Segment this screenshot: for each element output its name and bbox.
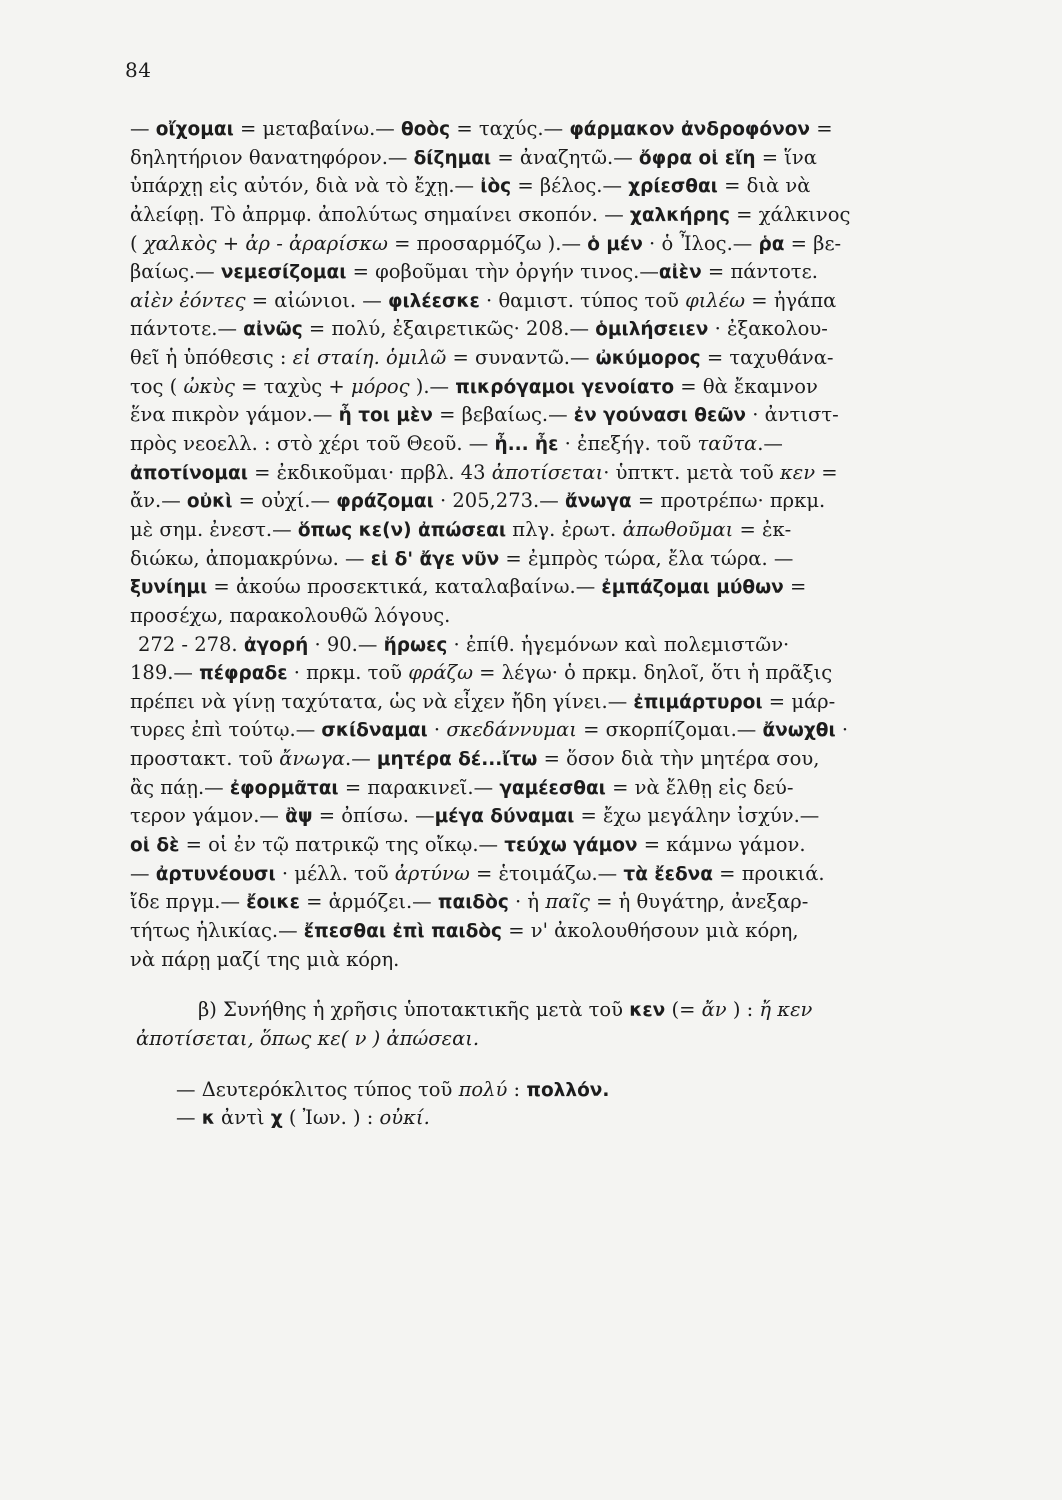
text-line (130, 831, 1010, 860)
text-body (130, 115, 1010, 1133)
headword: ὁμιλήσειεν (595, 319, 709, 341)
italic-term: εἰ σταίη. ὁμιλῶ (292, 346, 447, 370)
headword: ὅπως κε(ν) ἀπώσεαι (297, 519, 507, 541)
text-segment: προστακτ. τοῦ (130, 747, 280, 771)
headword: μητέρα δέ...ἴτω (376, 749, 538, 771)
italic-term: ἀποτίσεται, ὅπως κε( ν ) ἀπώσεαι. (136, 1026, 480, 1050)
text-segment: = ἐκδικοῦμαι· πρβλ. 43 (247, 460, 492, 484)
text-line (130, 802, 1010, 831)
text-line (130, 172, 1010, 201)
headword: κεν (629, 1000, 666, 1022)
text-segment: = ὀπίσω. — (312, 804, 435, 828)
headword: πολλόν. (526, 1079, 610, 1101)
text-line (130, 144, 1010, 173)
headword: ἐφορμᾶται (229, 777, 339, 799)
headword: ἦ τοι μὲν (338, 405, 433, 427)
text-segment: — (176, 1106, 202, 1130)
headword: κ (201, 1108, 215, 1130)
text-segment: .— (757, 432, 783, 456)
spacer (130, 974, 1010, 996)
text-line (130, 888, 1010, 917)
text-line (130, 1025, 1010, 1054)
italic-term: ἀποτίσεται (491, 460, 604, 484)
text-segment: τυρες ἐπὶ τούτῳ.— (130, 718, 322, 742)
text-line (130, 258, 1010, 287)
text-segment: — (130, 117, 156, 140)
headword: δίζημαι (413, 147, 492, 169)
text-segment: = ἐκ- (733, 517, 792, 541)
text-segment: ).— (409, 374, 456, 398)
italic-term: ὠκὺς (183, 374, 235, 398)
text-segment: 189.— (130, 661, 200, 685)
text-line (130, 373, 1010, 402)
headword: ἐπιμάρτυροι (633, 691, 763, 713)
text-line (130, 716, 1010, 745)
italic-term: ταῦτα (697, 432, 758, 456)
text-segment: = θὰ ἔκαμνον (674, 374, 818, 398)
text-segment: · (835, 718, 849, 742)
headword: φάρμακον ἀνδροφόνον (569, 119, 811, 140)
text-line (130, 230, 1010, 259)
headword: ἔοικε (246, 892, 300, 914)
text-line (130, 315, 1010, 344)
text-line (130, 688, 1010, 717)
italic-term: φράζω (408, 661, 473, 685)
italic-term: μόρος (350, 374, 410, 398)
text-segment: = βε- (784, 231, 842, 255)
italic-term: αἰὲν ἐόντες (130, 288, 246, 312)
headword: θοὸς (401, 119, 451, 140)
headword: ἔπεσθαι ἐπὶ παιδὸς (303, 920, 503, 942)
headword: ἰὸς (480, 176, 512, 198)
headword: ὠκύμορος (595, 348, 701, 370)
headword: τεύχω γάμον (504, 835, 638, 857)
text-segment: · ἐπεξήγ. τοῦ (558, 432, 698, 456)
italic-term: παῖς (545, 890, 590, 914)
italic-term: ἀρτύνω (394, 861, 470, 885)
headword: ἐν γούνασι θεῶν (573, 405, 746, 427)
headword: χρίεσθαι (628, 176, 718, 198)
text-segment: = ἀναζητῶ.— (491, 145, 639, 169)
text-segment: = κάμνω γάμον. (637, 833, 806, 857)
text-line (130, 487, 1010, 516)
text-segment: πρὸς νεοελλ. : στὸ χέρι τοῦ Θεοῦ. — (130, 432, 495, 456)
text-segment: = ἑτοιμάζω.— (469, 861, 624, 885)
text-segment: = πολύ, ἐξαιρετικῶς· 208.— (302, 317, 596, 341)
text-segment: = (810, 117, 833, 140)
text-segment: ἀλείφῃ. Τὸ ἀπρμφ. ἀπολύτως σημαίνει σκοπόν. — (130, 202, 630, 226)
text-segment: = βέλος.— (511, 174, 629, 198)
text-segment: = προτρέπω· πρκμ. (631, 489, 826, 513)
text-segment: = ὅσον διὰ τὴν μητέρα σου, (537, 747, 820, 771)
headword: πέφραδε (199, 663, 288, 685)
text-line (130, 545, 1010, 574)
text-segment: : (507, 1077, 527, 1101)
headword: ῥα (758, 233, 785, 255)
headword: χ (270, 1108, 283, 1130)
text-line (130, 344, 1010, 373)
text-segment: = αἰώνιοι. — (245, 288, 388, 312)
italic-term: ἀπωθοῦμαι (622, 517, 734, 541)
text-segment: = ἔχω μεγάλην ἰσχύν.— (574, 804, 820, 828)
text-line (130, 115, 1010, 144)
headword: ἐμπάζομαι μύθων (601, 577, 784, 599)
text-segment: · 90.— (308, 632, 384, 656)
italic-term: ἤ κεν (759, 998, 813, 1022)
text-segment: = οἱ ἐν τῷ πατρικῷ της οἴκῳ.— (179, 833, 505, 857)
text-segment: β) Συνήθης ἡ χρῆσις ὑποτακτικῆς μετὰ τοῦ (198, 998, 630, 1022)
headword: ξυνίημι (130, 577, 208, 599)
text-line (130, 401, 1010, 430)
text-segment: μὲ σημ. ἐνεστ.— (130, 517, 298, 541)
text-segment: ἂς πάῃ.— (130, 775, 230, 799)
text-segment: = βεβαίως.— (432, 403, 574, 427)
text-line (130, 1104, 1010, 1133)
notes-section (130, 1076, 1010, 1133)
headword: οἴχομαι (155, 119, 234, 140)
text-segment: .— (345, 747, 377, 771)
text-segment: = φοβοῦμαι τὴν ὀργήν τινος.— (346, 260, 659, 284)
text-segment: θεῖ ἡ ὑπόθεσις : (130, 346, 293, 370)
text-segment: · 205,273.— (433, 489, 565, 513)
text-line (130, 946, 1010, 975)
text-segment: νὰ πάρῃ μαζί της μιὰ κόρη. (130, 947, 400, 971)
headword: ἦ... (494, 434, 529, 456)
text-segment: (= (665, 998, 702, 1022)
text-line (130, 602, 1010, 631)
text-line (130, 659, 1010, 688)
text-segment: πάντοτε.— (130, 317, 244, 341)
italic-term: κεν (779, 460, 816, 484)
headword: ἦε (534, 434, 559, 456)
text-segment: = λέγω· ὁ πρκμ. δηλοῖ, ὅτι ἡ πρᾶξις (472, 661, 833, 685)
italic-term: σκεδάννυμαι (446, 718, 577, 742)
italic-term: πολύ (458, 1077, 508, 1101)
text-segment: · ἐξακολου- (708, 317, 828, 341)
headword: νεμεσίζομαι (220, 262, 347, 284)
text-segment: = ἡ θυγάτηρ, ἀνεξαρ- (589, 890, 809, 914)
text-segment: = ταχύς.— (450, 117, 570, 140)
text-segment: = παρακινεῖ.— (338, 775, 500, 799)
italic-term: χαλκὸς (143, 231, 217, 255)
text-line (130, 745, 1010, 774)
text-segment: = ἵνα (755, 145, 817, 169)
headword: φράζομαι (336, 491, 434, 513)
headword: ὄφρα οἱ εἴη (638, 147, 756, 169)
text-segment: ὑπάρχῃ εἰς αὐτόν, διὰ νὰ τὸ ἔχῃ.— (130, 174, 481, 198)
text-line (130, 774, 1010, 803)
text-segment: ἄν.— (130, 489, 187, 513)
text-segment: = συναντῶ.— (446, 346, 596, 370)
text-segment: = προικιά. (712, 861, 825, 885)
text-segment: ἴδε πργμ.— (130, 890, 247, 914)
text-segment: τήτως ἡλικίας.— (130, 918, 304, 942)
headword: αἰὲν (658, 262, 702, 284)
text-segment: βαίως.— (130, 260, 221, 284)
text-segment: = οὐχί.— (232, 489, 337, 513)
text-segment: · μέλλ. τοῦ (275, 861, 395, 885)
text-segment: = προσαρμόζω ).— (387, 231, 588, 255)
text-line (130, 996, 1010, 1025)
text-segment: = ἁρμόζει.— (299, 890, 438, 914)
italic-term: φιλέω (685, 288, 746, 312)
text-segment: + (216, 231, 246, 255)
text-segment: = ἀκούω προσεκτικά, καταλαβαίνω.— (207, 575, 602, 599)
headword: σκίδναμαι (321, 720, 428, 742)
text-segment: ( (130, 231, 144, 255)
text-segment: · θαμιστ. τύπος τοῦ (479, 288, 686, 312)
text-line (130, 430, 1010, 459)
text-segment: = ν' ἀκολουθήσουν μιὰ κόρη, (502, 918, 799, 942)
text-segment: προσέχω, παρακολουθῶ λόγους. (130, 603, 451, 627)
headword: φιλέεσκε (388, 290, 480, 312)
text-segment: = ἠγάπα (745, 288, 837, 312)
text-segment: · (427, 718, 447, 742)
text-segment: · ὁ Ἶλος.— (642, 231, 759, 255)
text-segment: 272 - 278. (138, 632, 244, 656)
headword: γαμέεσθαι (499, 777, 606, 799)
spacer (130, 1054, 1010, 1076)
text-segment: = ταχὺς + (234, 374, 351, 398)
italic-term: ἄνωγα (279, 747, 345, 771)
text-segment: · ἀντιστ- (746, 403, 839, 427)
headword: εἰ δ' ἄγε νῦν (370, 548, 500, 570)
text-segment: = (783, 575, 807, 599)
text-segment: = σκορπίζομαι.— (576, 718, 763, 742)
text-line (130, 631, 1010, 660)
paragraph-beta (130, 996, 1010, 1053)
text-segment: ( Ἰων. ) : (282, 1106, 380, 1130)
headword: ἀγορή (243, 634, 309, 656)
text-segment: πλγ. ἐρωτ. (506, 517, 623, 541)
text-segment: · ἐπίθ. ἡγεμόνων καὶ πολεμιστῶν· (447, 632, 790, 656)
text-segment: — (130, 861, 156, 885)
text-segment: · ἡ (508, 890, 546, 914)
text-line (130, 459, 1010, 488)
text-segment: = χάλκινος (729, 202, 851, 226)
headword: ἥρωες (383, 634, 448, 656)
headword: ἀρτυνέουσι (155, 863, 276, 885)
headword: ἄνωχθι (762, 720, 836, 742)
text-segment: = μεταβαίνω.— (233, 117, 402, 140)
headword: τὰ ἔεδνα (623, 863, 713, 885)
text-line (130, 201, 1010, 230)
headword: παιδὸς (437, 892, 509, 914)
text-line (130, 516, 1010, 545)
headword: ὁ μέν (587, 233, 643, 255)
headword: οἱ δὲ (130, 835, 180, 857)
headword: ἂψ (285, 806, 313, 828)
text-segment: = ἐμπρὸς τώρα, ἔλα τώρα. — (499, 546, 794, 570)
text-segment: · πρκμ. τοῦ (287, 661, 409, 685)
text-line (130, 287, 1010, 316)
headword: ἄνωγα (564, 491, 632, 513)
headword: ἀποτίνομαι (130, 462, 248, 484)
text-segment: δηλητήριον θανατηφόρον.— (130, 145, 414, 169)
text-line (130, 917, 1010, 946)
page-number: 84 (125, 58, 152, 82)
text-line (130, 1076, 1010, 1105)
text-segment: = διὰ νὰ (717, 174, 811, 198)
text-segment: τερον γάμον.— (130, 804, 286, 828)
text-segment: ) : (726, 998, 760, 1022)
headword: πικρόγαμοι γενοίατο (455, 376, 675, 398)
text-line (130, 860, 1010, 889)
text-segment: — Δευτερόκλιτος τύπος τοῦ (176, 1077, 459, 1101)
text-segment: πρέπει νὰ γίνῃ ταχύτατα, ὡς νὰ εἶχεν ἤδη γίνει.— (130, 689, 634, 713)
text-segment: = πάντοτε. (701, 260, 818, 284)
text-segment: · ὑπτκτ. μετὰ τοῦ (603, 460, 780, 484)
text-segment: διώκω, ἀπομακρύνω. — (130, 546, 371, 570)
text-line (130, 573, 1010, 602)
text-segment: = μάρ- (762, 689, 836, 713)
text-segment: = (815, 460, 838, 484)
headword: αἰνῶς (243, 319, 303, 341)
italic-term: οὐκί. (379, 1106, 430, 1130)
italic-term: ἀρ - ἀραρίσκω (245, 231, 388, 255)
text-segment: ἕνα πικρὸν γάμον.— (130, 403, 339, 427)
glossary-paragraph (130, 115, 1010, 974)
text-segment: = νὰ ἔλθῃ εἰς δεύ- (605, 775, 794, 799)
text-segment: τος ( (130, 374, 184, 398)
headword: μέγα δύναμαι (434, 806, 575, 828)
text-segment: ἀντὶ (214, 1106, 271, 1130)
headword: οὐκὶ (186, 491, 233, 513)
headword: χαλκήρης (629, 204, 730, 226)
text-segment: = ταχυθάνα- (700, 346, 834, 370)
italic-term: ἄν (701, 998, 727, 1022)
